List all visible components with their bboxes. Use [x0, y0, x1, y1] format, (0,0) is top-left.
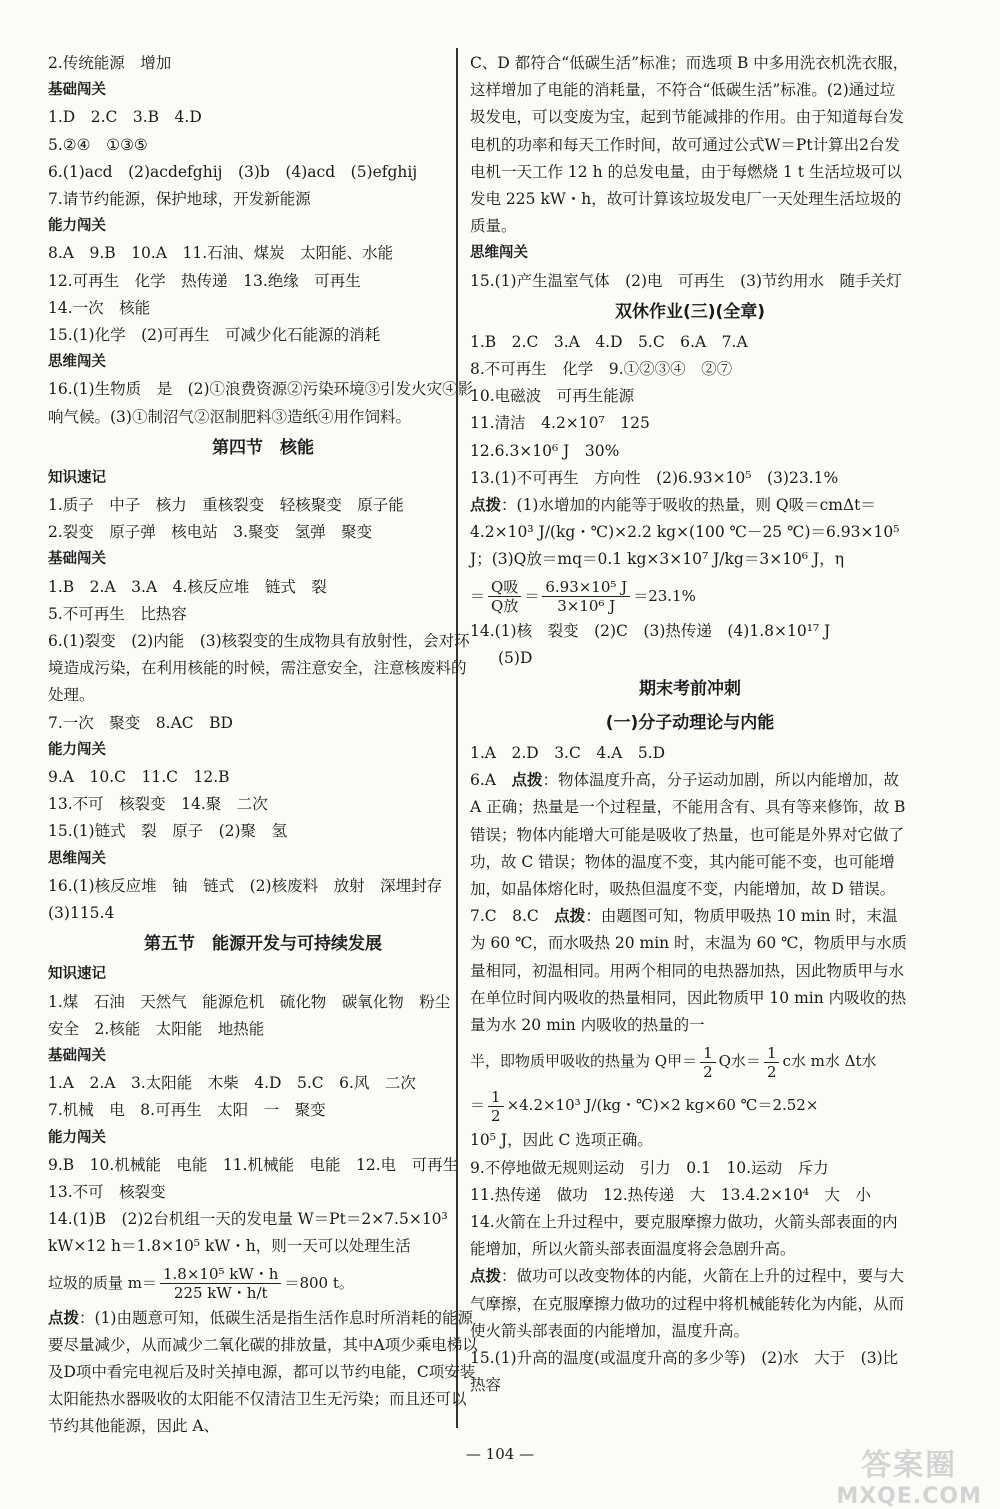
fraction — [160, 1265, 281, 1302]
answer-line: 7.机械 电 8.可再生 太阳 一 聚变 — [48, 1101, 326, 1120]
answer-line: 12.可再生 化学 热传递 13.绝缘 可再生 — [48, 271, 361, 290]
answer-line: 7.请节约能源，保护地球，开发新能源 — [48, 190, 311, 209]
answer-line: 1.B 2.A 3.A 4.核反应堆 链式 裂 — [48, 577, 327, 596]
section-label: 知识速记 — [48, 966, 106, 983]
denominator: 2 — [766, 1062, 777, 1081]
answer-line: 8.A 9.B 10.A 11.石油、煤炭 太阳能、水能 — [48, 244, 394, 263]
answer-line: 11.清洁 4.2×10⁷ 125 — [470, 414, 650, 433]
right-column — [470, 50, 910, 1399]
left-column — [48, 50, 478, 1441]
section-label: 能力闯关 — [48, 741, 106, 758]
section-label: 基础闯关 — [48, 1047, 106, 1064]
numerator: 1 — [700, 1044, 716, 1063]
section-label: 能力闯关 — [48, 218, 106, 235]
answer-line: 5.②④ ①③⑤ — [48, 135, 148, 154]
formula-text: 半，即物质甲吸收的热量为 Q甲＝ — [470, 1052, 698, 1071]
section-heading: 第五节 能源开发与可持续发展 — [144, 934, 382, 955]
heat-formula — [470, 1039, 910, 1083]
answer-line: 10.电磁波 可再生能源 — [470, 387, 635, 406]
answer-paragraph: 16.(1)核反应堆 铀 链式 (2)核废料 放射 深埋封存 (3)115.4 — [48, 876, 458, 923]
heat-formula-continued — [470, 1083, 910, 1127]
tip-text: ：物体温度升高，分子运动加剧，所以内能增加，故 A 正确；热量是一个过程量，不能用含有、具有等来修饰，故 B 错误；物体内能增大可能是吸收了热量，也可能是外界对它做了功，故 C 错误；物体的温度不变，其内能可能不变，也可能增加，如晶体熔化时，吸热但温度不变，内能增加，故 D 错误。 — [470, 771, 906, 899]
tip-text: ：由题图可知，物质甲吸热 10 min 时，末温为 60 ℃，而水吸热 20 min 时，末温为 60 ℃，物质甲与水质量相同，初温相同。用两个相同的电热器加热，因此物质甲与水在单位时间内吸收的热量相同，因此物质甲 10 min 内吸收的热量为水 20 min 内吸收的热量的一 — [470, 907, 907, 1035]
answer-line: 14.一次 核能 — [48, 298, 151, 317]
section-label: 基础闯关 — [48, 551, 106, 568]
watermark — [836, 1440, 982, 1509]
answer-paragraph: C、D 都符合“低碳生活”标准；而选项 B 中多用洗衣机洗衣服，这样增加了电能的消耗量，不符合“低碳生活”标准。(2)通过垃圾发电，可以变废为宝，起到节能减排的作用。由于知道每台发电机的功率和每天工作时间，故可通过公式W＝Pt计算出2台发电机一天工作 12 h 的总发电量，由于每燃烧 1 t 生活垃圾可以发电 225 kW・h，故可计算该垃圾发电厂一天处理生活垃圾的质量。 — [470, 54, 909, 236]
section-subheading: (一)分子动理论与内能 — [605, 713, 775, 734]
numerator: 1 — [488, 1088, 504, 1107]
section-label: 思维闯关 — [48, 850, 106, 867]
page-number: — 104 — — [465, 1445, 535, 1463]
answer-line: 6.(1)acd (2)acdefghij (3)b (4)acd (5)efghij — [48, 162, 418, 181]
denominator: 2 — [703, 1062, 713, 1081]
section-heading: 第四节 核能 — [212, 437, 314, 458]
section-label: 思维闯关 — [470, 245, 528, 262]
section-label: 知识速记 — [48, 469, 106, 486]
formula-text: 垃圾的质量 m＝ — [48, 1273, 157, 1292]
answer-line: 1.D 2.C 3.B 4.D — [48, 108, 202, 127]
answer-paragraph: 15.(1)升高的温度(或温度升高的多少等) (2)水 大于 (3)比热容 — [470, 1348, 899, 1395]
tip-paragraph — [470, 903, 910, 1039]
tip-label: 点拨 — [554, 907, 586, 926]
formula-text: ＝800 t。 — [284, 1273, 354, 1292]
section-label: 思维闯关 — [48, 354, 106, 371]
answer-line: 14.(1)核 裂变 (2)C (3)热传递 (4)1.8×10¹⁷ J — [470, 621, 831, 640]
answer-line: 13.(1)不可再生 方向性 (2)6.93×10⁵ (3)23.1% — [470, 468, 839, 487]
answer-line: 13.不可 核裂变 14.聚 二次 — [48, 795, 268, 814]
fraction — [764, 1044, 780, 1081]
numerator: 1 — [764, 1044, 780, 1063]
answer-line: 8.不可再生 化学 9.①②③④ ②⑦ — [470, 360, 733, 379]
tip-paragraph — [470, 492, 910, 574]
answer-paragraph: 14.(1)B (2)2台机组一天的发电量 W＝Pt＝2×7.5×10³ kW×12 h＝1.8×10⁵ kW・h，则一天可以处理生活 — [48, 1210, 448, 1256]
tip-label: 点拨 — [48, 1308, 80, 1327]
denominator: Q放 — [491, 597, 519, 616]
answer-paragraph: 15.(1)产生温室气体 (2)电 可再生 (3)节约用水 随手关灯 — [470, 271, 902, 290]
answer-line: 11.热传递 做功 12.热传递 大 13.4.2×10⁴ 大 小 — [470, 1185, 872, 1204]
efficiency-formula — [470, 574, 910, 618]
answer-line: 1.质子 中子 核力 重核裂变 轻核聚变 原子能 — [48, 496, 404, 515]
tip-paragraph — [470, 767, 910, 903]
answer-line: 13.不可 核裂变 — [48, 1182, 166, 1201]
answer-line: 9.不停地做无规则运动 引力 0.1 10.运动 斥力 — [470, 1158, 829, 1177]
fraction — [488, 1088, 504, 1125]
answer-line: 2.传统能源 增加 — [48, 54, 172, 72]
fraction — [700, 1044, 716, 1081]
answer-line: 1.A 2.A 3.太阳能 木柴 4.D 5.C 6.风 二次 — [48, 1074, 416, 1093]
answer-line: 10⁵ J，因此 C 选项正确。 — [470, 1131, 653, 1150]
answer-paragraph: 14.火箭在上升过程中，要克服摩擦力做功，火箭头部表面的内能增加，所以火箭头部表面温度将会急剧升高。 — [470, 1212, 898, 1259]
answer-prefix: 7.C 8.C — [470, 907, 555, 926]
numerator: 6.93×10⁵ J — [542, 578, 630, 597]
answer-prefix: 6.A — [470, 771, 512, 790]
formula-text: ＝ — [470, 1096, 486, 1115]
tip-paragraph — [470, 1263, 910, 1345]
answer-paragraph: 1.煤 石油 天然气 能源危机 硫化物 碳氧化物 粉尘 安全 2.核能 太阳能 地热能 — [48, 992, 466, 1038]
section-label: 基础闯关 — [48, 82, 106, 99]
answer-line: 1.A 2.D 3.C 4.A 5.D — [470, 744, 666, 763]
answer-line: 15.(1)链式 裂 原子 (2)聚 氢 — [48, 822, 288, 841]
tip-label: 点拨 — [470, 1267, 502, 1286]
denominator: 3×10⁶ J — [557, 597, 616, 616]
answer-line: 12.6.3×10⁶ J 30% — [470, 441, 620, 460]
answer-line: 9.A 10.C 11.C 12.B — [48, 768, 230, 787]
mass-formula — [48, 1261, 478, 1305]
formula-text: c水 m水 Δt水 — [782, 1052, 877, 1071]
answer-line: 15.(1)化学 (2)可再生 可减少化石能源的消耗 — [48, 326, 381, 345]
answer-line: 9.B 10.机械能 电能 11.机械能 电能 12.电 可再生 — [48, 1155, 459, 1174]
formula-text: ＝ — [470, 586, 486, 605]
formula-text: Q水＝ — [718, 1052, 761, 1071]
fraction — [488, 578, 521, 615]
numerator: Q吸 — [488, 578, 521, 597]
section-label: 能力闯关 — [48, 1129, 106, 1146]
formula-text: ×4.2×10³ J/(kg・℃)×2 kg×60 ℃＝2.52× — [506, 1096, 819, 1115]
section-heading: 双休作业(三)(全章) — [614, 301, 766, 322]
watermark-logo: 答案圈 — [861, 1448, 958, 1483]
numerator: 1.8×10⁵ kW・h — [160, 1265, 281, 1284]
answer-line: 2.裂变 原子弹 核电站 3.聚变 氢弹 聚变 — [48, 523, 373, 542]
answer-line: (5)D — [498, 648, 533, 667]
formula-text: ＝ — [524, 586, 540, 605]
tip-paragraph — [48, 1305, 478, 1441]
answer-line: 5.不可再生 比热容 — [48, 604, 187, 623]
denominator: 2 — [491, 1106, 501, 1125]
tip-label: 点拨 — [470, 496, 502, 515]
fraction — [542, 578, 630, 615]
answer-paragraph: 6.(1)裂变 (2)内能 (3)核裂变的生成物具有放射性，会对环境造成污染，在利用核能的时候，需注意安全，注意核废料的处理。 — [48, 632, 470, 705]
answer-line: 1.B 2.C 3.A 4.D 5.C 6.A 7.A — [470, 332, 748, 351]
denominator: 225 kW・h/t — [173, 1284, 268, 1303]
tip-text: ：(1)水增加的内能等于吸收的热量，则 Q吸＝cmΔt＝4.2×10³ J/(kg・℃)×2.2 kg×(100 ℃－25 ℃)＝6.93×10⁵ J；(3)Q放＝mq＝0.1 kg×3×10⁷ J/kg＝3×10⁶ J，η — [470, 496, 900, 569]
formula-text: ＝23.1% — [633, 586, 696, 605]
answer-line: 7.一次 聚变 8.AC BD — [48, 713, 233, 732]
tip-label: 点拨 — [511, 771, 543, 790]
tip-text: ：(1)由题意可知，低碳生活是指生活作息时所消耗的能源要尽量减少，从而减少二氧化碳的排放量，其中A项少乘电梯以及D项中看完电视后及时关掉电源，都可以节约电能，C项安装太阳能热水器吸收的太阳能不仅清洁卫生无污染；而且还可以节约其他能源，因此 A、 — [48, 1308, 478, 1436]
section-heading: 期末考前冲刺 — [639, 679, 741, 700]
watermark-url: MXQE.COM — [836, 1484, 982, 1509]
tip-text: ：做功可以改变物体的内能，火箭在上升的过程中，要与大气摩擦，在克服摩擦力做功的过程中将机械能转化为内能，从而使火箭头部表面的内能增加，温度升高。 — [470, 1267, 905, 1340]
answer-paragraph: 16.(1)生物质 是 (2)①浪费资源②污染环境③引发火灾④影响气候。(3)①制沼气②沤制肥料③造纸④用作饲料。 — [48, 380, 474, 426]
